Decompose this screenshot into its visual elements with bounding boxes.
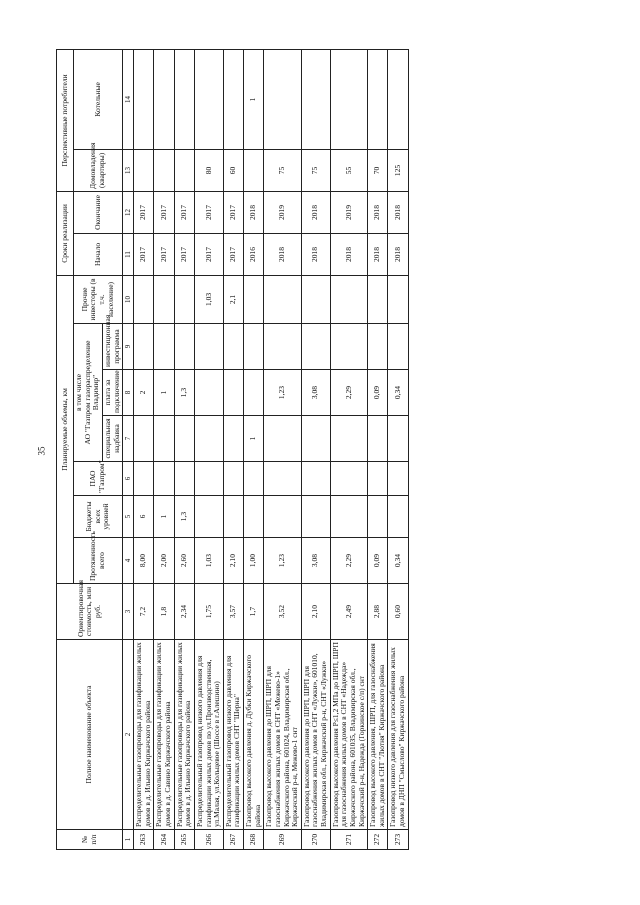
header-terms: Сроки реализации (57, 191, 74, 275)
investment-program-cell (301, 324, 330, 370)
end-year-cell: 2019 (330, 191, 368, 233)
row-number-cell: 271 (330, 830, 368, 850)
boiler-houses-cell (388, 49, 408, 149)
col-num: 5 (123, 496, 134, 538)
cost-cell: 2,49 (330, 584, 368, 640)
cost-cell: 1,7 (244, 584, 264, 640)
row-number-cell: 266 (194, 830, 223, 850)
connection-fee-cell: 2,29 (330, 370, 368, 416)
boiler-houses-cell (330, 49, 368, 149)
pao-gazprom-cell (174, 462, 194, 496)
end-year-cell: 2017 (223, 191, 243, 233)
special-surcharge-cell (223, 416, 243, 462)
boiler-houses-cell (264, 49, 302, 149)
end-year-cell: 2018 (301, 191, 330, 233)
connection-fee-cell (244, 370, 264, 416)
households-cell (244, 149, 264, 191)
pao-gazprom-cell (301, 462, 330, 496)
start-year-cell: 2018 (368, 233, 388, 275)
row-number-cell: 268 (244, 830, 264, 850)
special-surcharge-cell (330, 416, 368, 462)
special-surcharge-cell (301, 416, 330, 462)
col-num: 8 (123, 370, 134, 416)
table-row (301, 49, 330, 849)
other-investors-cell (154, 275, 174, 323)
cost-cell: 2,88 (368, 584, 388, 640)
other-investors-cell: 1,03 (194, 275, 223, 323)
budget-cell (388, 496, 408, 538)
length-total-cell: 0,09 (368, 538, 388, 584)
table-row (134, 49, 154, 849)
col-num: 14 (123, 49, 134, 149)
start-year-cell: 2018 (330, 233, 368, 275)
connection-fee-cell (194, 370, 223, 416)
col-num: 10 (123, 275, 134, 323)
households-cell: 80 (194, 149, 223, 191)
other-investors-cell (388, 275, 408, 323)
pao-gazprom-cell (264, 462, 302, 496)
header-ao (74, 324, 103, 462)
connection-fee-cell: 3,08 (301, 370, 330, 416)
special-surcharge-cell (134, 416, 154, 462)
length-total-cell: 0,34 (388, 538, 408, 584)
investment-program-cell (194, 324, 223, 370)
households-cell (154, 149, 174, 191)
start-year-cell: 2017 (154, 233, 174, 275)
col-num: 12 (123, 191, 134, 233)
header-houses: Домовладения (квартиры) (74, 149, 123, 191)
page-number: 35 (36, 446, 47, 456)
header-fee: плата за подключение (102, 370, 122, 416)
cost-cell: 7,2 (134, 584, 154, 640)
other-investors-cell (368, 275, 388, 323)
investment-program-cell (244, 324, 264, 370)
investment-program-cell (368, 324, 388, 370)
length-total-cell: 1,23 (264, 538, 302, 584)
budget-cell: 1,3 (174, 496, 194, 538)
row-number-cell: 272 (368, 830, 388, 850)
pao-gazprom-cell (388, 462, 408, 496)
investment-program-cell (134, 324, 154, 370)
header-start: Начало (74, 233, 123, 275)
connection-fee-cell: 1 (154, 370, 174, 416)
cost-cell: 1,8 (154, 584, 174, 640)
end-year-cell: 2017 (194, 191, 223, 233)
start-year-cell: 2018 (388, 233, 408, 275)
header-prospective: Перспективные потребители (57, 49, 74, 191)
table-row (154, 49, 174, 849)
row-number-cell: 267 (223, 830, 243, 850)
investment-program-cell (223, 324, 243, 370)
boiler-houses-cell (154, 49, 174, 149)
other-investors-cell (264, 275, 302, 323)
object-name-cell: Газопровод высокого давления P≤1,2 МПа до ШРП, ШРП для газоснабжения жилых домов в СНТ «Надежда» Киржачского района, 601035, Владимирская обл., Киржачский р-н, Надежда (Горкинское с/п) снт (330, 640, 368, 830)
object-name-cell: Распределительный газопровод низкого давления для газификации жилых домов по ул.Производственная, ул.Малая, ул.Кольцевое (Шоссе в г.Алешино) (194, 640, 223, 830)
special-surcharge-cell (388, 416, 408, 462)
special-surcharge-cell (264, 416, 302, 462)
cost-cell: 2,34 (174, 584, 194, 640)
boiler-houses-cell (368, 49, 388, 149)
header-pao: ПАО "Газпром" (74, 462, 123, 496)
connection-fee-cell: 1,23 (264, 370, 302, 416)
special-surcharge-cell (174, 416, 194, 462)
end-year-cell: 2018 (388, 191, 408, 233)
boiler-houses-cell (301, 49, 330, 149)
budget-cell (368, 496, 388, 538)
object-name-cell: Газопровод высокого давления, ШРП, для газоснабжения жилых домов в СНТ "Лютня" Киржачского района (368, 640, 388, 830)
pao-gazprom-cell (134, 462, 154, 496)
connection-fee-cell: 0,34 (388, 370, 408, 416)
connection-fee-cell (223, 370, 243, 416)
pao-gazprom-cell (194, 462, 223, 496)
households-cell: 55 (330, 149, 368, 191)
header-budget: Бюджеты всех уровней (74, 496, 123, 538)
col-num: 4 (123, 538, 134, 584)
investment-program-cell (264, 324, 302, 370)
header-ao-label: АО "Газпром газораспределение Владимир" (82, 340, 101, 445)
length-total-cell: 2,29 (330, 538, 368, 584)
start-year-cell: 2018 (301, 233, 330, 275)
end-year-cell: 2019 (264, 191, 302, 233)
table-body (134, 49, 409, 849)
table-row (244, 49, 264, 849)
households-cell: 60 (223, 149, 243, 191)
header-other: Прочие инвесторы (в т.ч. население) (74, 275, 123, 323)
header-planned: Планируемые объемы, км (57, 275, 74, 583)
length-total-cell: 2,00 (154, 538, 174, 584)
cost-cell: 0,60 (388, 584, 408, 640)
end-year-cell: 2018 (244, 191, 264, 233)
col-num: 11 (123, 233, 134, 275)
length-total-cell: 2,10 (223, 538, 243, 584)
pao-gazprom-cell (223, 462, 243, 496)
pao-gazprom-cell (154, 462, 174, 496)
special-surcharge-cell (194, 416, 223, 462)
connection-fee-cell: 2 (134, 370, 154, 416)
special-surcharge-cell (154, 416, 174, 462)
header-name: Полное наименование объекта (57, 640, 123, 830)
table-row (264, 49, 302, 849)
col-num: 13 (123, 149, 134, 191)
object-name-cell: Газопровод высокого давления до ШРП, ШРП для газоснабжения жилых домов в СНТ «Лужки», 601010, Владимирская обл., Киржачский р-н, СНТ «Лужки» (301, 640, 330, 830)
object-name-cell: Распределительный газопровод низкого давления для газификации жилых домов СНТ "Шерна" (223, 640, 243, 830)
budget-cell (223, 496, 243, 538)
special-surcharge-cell (368, 416, 388, 462)
end-year-cell: 2017 (174, 191, 194, 233)
col-num: 6 (123, 462, 134, 496)
budget-cell (301, 496, 330, 538)
other-investors-cell (244, 275, 264, 323)
object-name-cell: Распределительные газопроводы для газификации жилых домов в д. Савино Киржачского района (154, 640, 174, 830)
pao-gazprom-cell (244, 462, 264, 496)
budget-cell (244, 496, 264, 538)
households-cell: 75 (301, 149, 330, 191)
other-investors-cell (330, 275, 368, 323)
header-n: № п/п (57, 830, 123, 850)
budget-cell: 6 (134, 496, 154, 538)
households-cell: 125 (388, 149, 408, 191)
header-end: Окончание (74, 191, 123, 233)
pao-gazprom-cell (330, 462, 368, 496)
boiler-houses-cell: 1 (244, 49, 264, 149)
investment-program-cell (174, 324, 194, 370)
start-year-cell: 2017 (223, 233, 243, 275)
row-number-cell: 269 (264, 830, 302, 850)
investment-program-cell (330, 324, 368, 370)
table-row (388, 49, 408, 849)
investment-program-cell (154, 324, 174, 370)
households-cell: 75 (264, 149, 302, 191)
object-name-cell: Газопровод высокого давления до ШРП, ШРП для газоснабжения жилых домов в СНТ «Межево-1» Киржачского района, 601024, Владимирская обл., Киржачский р-н, Межево-1 снт (264, 640, 302, 830)
table-row (330, 49, 368, 849)
col-num: 9 (123, 324, 134, 370)
special-surcharge-cell: 1 (244, 416, 264, 462)
length-total-cell: 3,08 (301, 538, 330, 584)
table-row (174, 49, 194, 849)
header-special: специальная надбавка (102, 416, 122, 462)
budget-cell: 1 (154, 496, 174, 538)
table-row (194, 49, 223, 849)
row-number-cell: 264 (154, 830, 174, 850)
col-num: 2 (123, 640, 134, 830)
object-name-cell: Распределительные газопроводы для газификации жилых домов в д. Ильино Киржачского района (174, 640, 194, 830)
col-num: 7 (123, 416, 134, 462)
other-investors-cell (301, 275, 330, 323)
header-cost: Ориентировочная стоимость, млн руб. (57, 584, 123, 640)
budget-cell (194, 496, 223, 538)
households-cell (174, 149, 194, 191)
boiler-houses-cell (194, 49, 223, 149)
row-number-cell: 273 (388, 830, 408, 850)
row-number-cell: 265 (174, 830, 194, 850)
connection-fee-cell: 1,3 (174, 370, 194, 416)
length-total-cell: 1,03 (194, 538, 223, 584)
table-row (368, 49, 388, 849)
object-name-cell: Газопровод низкого давления для газоснабжения жилых домов в ДНП "Смыслово" Киржачского района (388, 640, 408, 830)
pao-gazprom-cell (368, 462, 388, 496)
boiler-houses-cell (223, 49, 243, 149)
households-cell: 70 (368, 149, 388, 191)
start-year-cell: 2017 (134, 233, 154, 275)
end-year-cell: 2017 (134, 191, 154, 233)
header-length: Протяженность всего (74, 538, 123, 584)
end-year-cell: 2018 (368, 191, 388, 233)
investment-program-cell (388, 324, 408, 370)
col-num: 1 (123, 830, 134, 850)
header-incl: в том числе (74, 374, 83, 412)
other-investors-cell: 2,1 (223, 275, 243, 323)
boiler-houses-cell (134, 49, 154, 149)
cost-cell: 2,10 (301, 584, 330, 640)
objects-table (56, 49, 409, 850)
row-number-cell: 270 (301, 830, 330, 850)
budget-cell (264, 496, 302, 538)
header-invest: инвестиционная программа (102, 324, 122, 370)
rotated-table-wrapper (56, 50, 616, 850)
start-year-cell: 2017 (194, 233, 223, 275)
other-investors-cell (174, 275, 194, 323)
object-name-cell: Газопровод высокого давления д. Дубки Киржачского района (244, 640, 264, 830)
end-year-cell: 2017 (154, 191, 174, 233)
start-year-cell: 2016 (244, 233, 264, 275)
boiler-houses-cell (174, 49, 194, 149)
cost-cell: 3,52 (264, 584, 302, 640)
cost-cell: 1,75 (194, 584, 223, 640)
col-num: 3 (123, 584, 134, 640)
budget-cell (330, 496, 368, 538)
other-investors-cell (134, 275, 154, 323)
length-total-cell: 1,00 (244, 538, 264, 584)
table-row (223, 49, 243, 849)
start-year-cell: 2017 (174, 233, 194, 275)
connection-fee-cell: 0,09 (368, 370, 388, 416)
row-number-cell: 263 (134, 830, 154, 850)
length-total-cell: 2,60 (174, 538, 194, 584)
cost-cell: 3,57 (223, 584, 243, 640)
header-boilers: Котельные (74, 49, 123, 149)
households-cell (134, 149, 154, 191)
start-year-cell: 2018 (264, 233, 302, 275)
length-total-cell: 8,00 (134, 538, 154, 584)
column-number-row (123, 49, 134, 849)
object-name-cell: Распределительные газопроводы для газификации жилых домов в д. Ильино Киржачского района (134, 640, 154, 830)
